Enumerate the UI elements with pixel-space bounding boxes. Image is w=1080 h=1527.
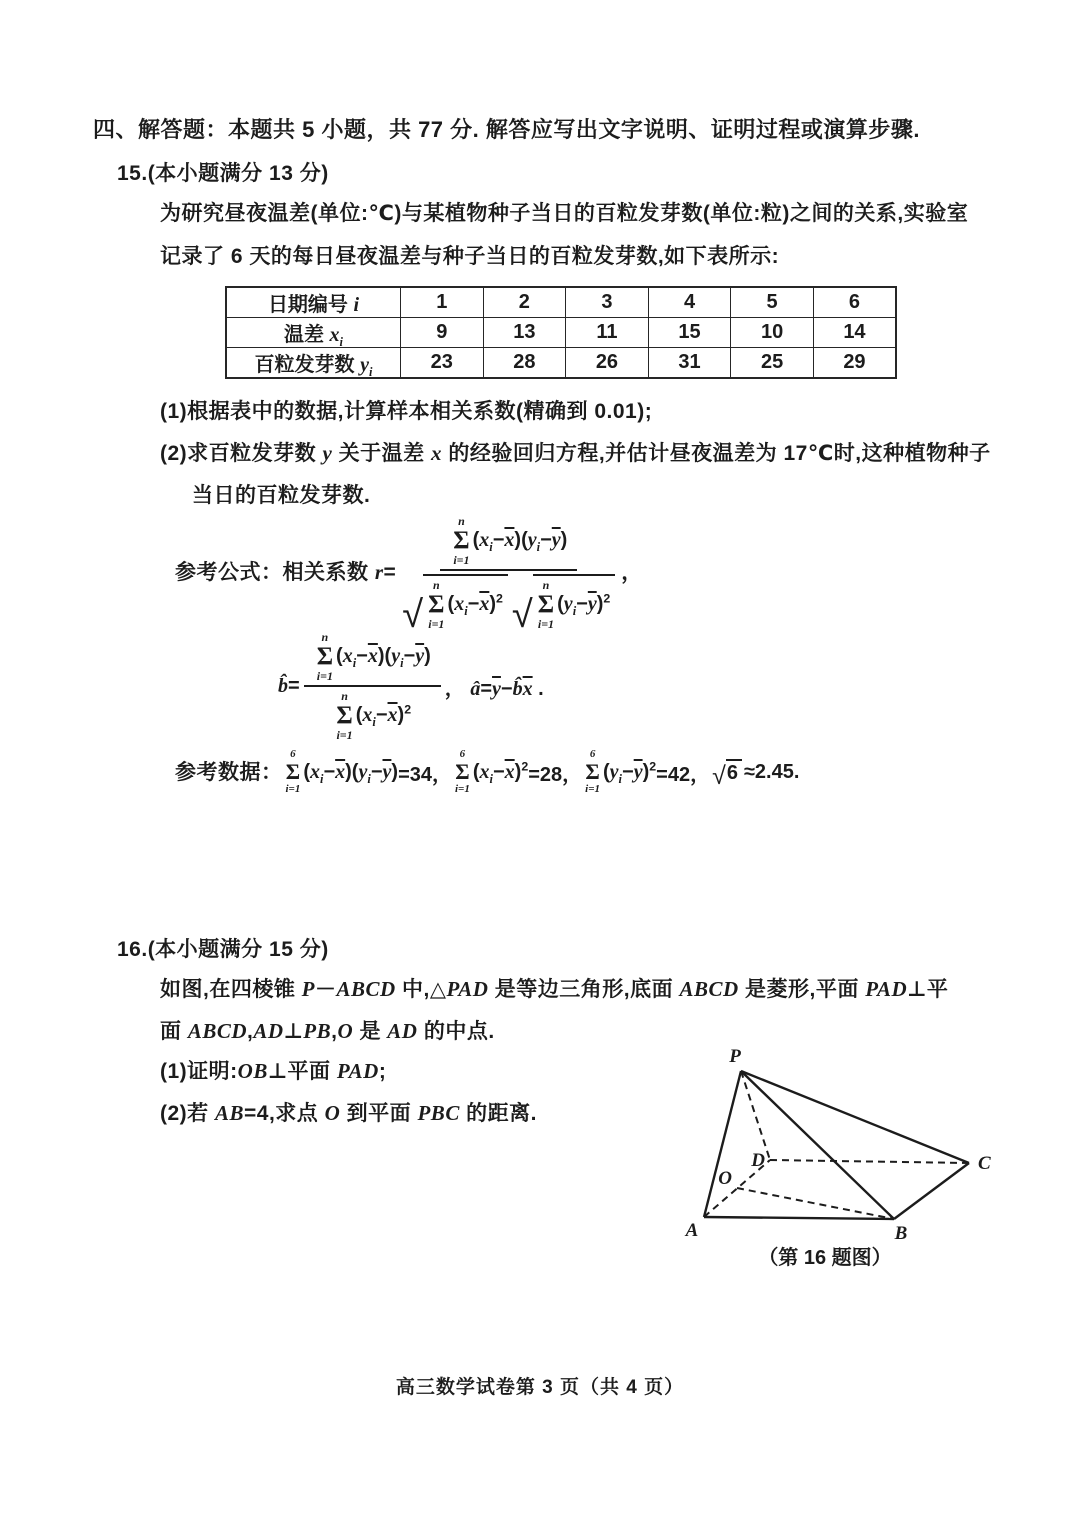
- math-term: $(x_i-\overline{x})(y_i-\overline{y})$: [472, 528, 568, 554]
- row-header-temp: 温差 $x_i$: [226, 318, 401, 348]
- radicand: 6: [726, 759, 742, 785]
- numerator: [440, 515, 577, 571]
- q15-reference-data: [175, 744, 799, 800]
- sum-upper-limit: n: [458, 513, 465, 528]
- table-cell: 4: [648, 287, 731, 318]
- q15-formula-b: [278, 632, 544, 740]
- edge-BC: [894, 1163, 969, 1219]
- table-cell: 1: [401, 287, 484, 318]
- math-term: $(y_i-\overline{y})^2$: [557, 590, 611, 618]
- sigma: Σ: [453, 526, 470, 554]
- equals-value: =42，: [656, 763, 711, 786]
- sum-lower-limit: i=1: [453, 552, 470, 567]
- math-term: $(x_i-\overline{x})^2$: [472, 758, 529, 786]
- math-term: $(x_i-\overline{x})^2$: [355, 702, 412, 729]
- approx-value: ≈2.45.: [743, 760, 800, 783]
- table-cell: 11: [566, 318, 649, 348]
- fraction: [400, 513, 617, 637]
- q15-data-table: [225, 286, 897, 379]
- vertex-label-P: P: [729, 1046, 741, 1067]
- table-cell: 29: [813, 348, 896, 379]
- vertex-label-A: A: [685, 1220, 699, 1241]
- table-cell: 31: [648, 348, 731, 379]
- q15-data-table-wrap: [225, 286, 897, 379]
- sqrt: [402, 574, 508, 637]
- table-cell: 9: [401, 318, 484, 348]
- table-cell: 28: [483, 348, 566, 379]
- denominator: [333, 687, 411, 741]
- table-cell: 2: [483, 287, 566, 318]
- edge-PB: [741, 1071, 894, 1219]
- table-cell: 13: [483, 318, 566, 348]
- table-cell: 3: [566, 287, 649, 318]
- math-term: $(x_i-\overline{x})(y_i-\overline{y})$: [303, 760, 399, 786]
- formula-label: 参考公式：: [175, 560, 283, 584]
- q16-heading: 16.(本小题满分 15 分): [117, 938, 329, 961]
- vertex-label-O: O: [718, 1168, 732, 1189]
- q15-formula-r: [175, 513, 643, 637]
- section-title: 四、解答题：本题共 5 小题，共 77 分. 解答应写出文字说明、证明过程或演算步骤.: [93, 117, 920, 142]
- q15-part2-line2: 当日的百粒发芽数.: [192, 484, 371, 507]
- table-row-day: [226, 287, 896, 318]
- q16-figure-wrap: [680, 1040, 1020, 1260]
- sum-operator: n Σ i=1: [428, 577, 445, 631]
- table-cell: 14: [813, 318, 896, 348]
- q16-intro-line1: 如图,在四棱锥 P－ABCD 中,△PAD 是等边三角形,底面 ABCD 是菱形,平面 PAD⊥平: [160, 977, 949, 1001]
- table-row-germination: [226, 348, 896, 379]
- sum-operator: 6 Σ i=1: [585, 748, 600, 795]
- table-cell: 15: [648, 318, 731, 348]
- vertex-label-D: D: [751, 1150, 765, 1171]
- sum-operator: n Σ i=1: [316, 630, 334, 683]
- b-hat-prefix: b̂=: [278, 674, 300, 697]
- radical-sign: √: [712, 761, 726, 790]
- a-hat-formula: ， $â=\overline{y}-b̂\overline{x}$ .: [444, 677, 544, 700]
- row-header-day: 日期编号 i: [226, 287, 401, 318]
- q16-figure: [680, 1040, 1020, 1255]
- q16-part1: (1)证明:OB⊥平面 PAD;: [160, 1059, 387, 1083]
- radicand: [533, 574, 616, 630]
- denominator: [400, 571, 617, 637]
- sum-operator: 6 Σ i=1: [455, 748, 470, 795]
- radical-sign: √: [511, 594, 533, 637]
- sum-operator: [453, 515, 469, 566]
- edge-PA: [704, 1071, 741, 1217]
- q15-part2-line1: (2)求百粒发芽数 y 关于温差 x 的经验回归方程,并估计昼夜温差为 17℃时,这种植物种子: [160, 441, 991, 465]
- sqrt: [712, 759, 742, 790]
- equals-value: =34，: [398, 763, 452, 786]
- page-footer: 高三数学试卷第 3 页（共 4 页）: [395, 1377, 685, 1398]
- radical-sign: √: [402, 594, 424, 637]
- sum-operator: 6 Σ i=1: [285, 748, 301, 795]
- table-cell: 23: [401, 348, 484, 379]
- numerator: [304, 631, 441, 687]
- q15-intro-line2: 记录了 6 天的每日昼夜温差与种子当日的百粒发芽数,如下表所示:: [160, 245, 780, 268]
- r-prefix: 相关系数 r=: [282, 559, 397, 584]
- q15-part1: (1)根据表中的数据,计算样本相关系数(精确到 0.01);: [160, 400, 653, 423]
- sum-operator: n Σ i=1: [336, 689, 353, 742]
- fraction: [304, 631, 441, 741]
- vertex-label-C: C: [978, 1153, 991, 1174]
- q16-figure-caption: （第 16 题图）: [758, 1247, 892, 1269]
- math-term: $(x_i-\overline{x})(y_i-\overline{y})$: [336, 645, 431, 670]
- math-term: $(x_i-\overline{x})^2$: [447, 590, 503, 618]
- table-row-temp: [226, 318, 896, 348]
- vertex-label-B: B: [894, 1223, 908, 1244]
- table-cell: 6: [813, 287, 896, 318]
- math-term: $(y_i-\overline{y})^2$: [602, 758, 657, 786]
- radicand: [423, 574, 508, 630]
- table-cell: 5: [731, 287, 814, 318]
- equals-value: =28，: [528, 763, 583, 786]
- edge-PC: [741, 1071, 969, 1163]
- q15-intro-line1: 为研究昼夜温差(单位:℃)与某植物种子当日的百粒发芽数(单位:粒)之间的关系,实验室: [160, 202, 969, 225]
- sum-operator: n Σ i=1: [537, 577, 555, 631]
- edge-OB: [737, 1188, 894, 1219]
- q16-intro-line2: 面 ABCD,AD⊥PB,O 是 AD 的中点.: [160, 1019, 495, 1043]
- table-cell: 10: [731, 318, 814, 348]
- edge-AB: [704, 1217, 894, 1219]
- sqrt: [511, 574, 615, 637]
- trailing-comma: ，: [621, 560, 643, 584]
- table-cell: 26: [566, 348, 649, 379]
- q15-heading: 15.(本小题满分 13 分): [117, 162, 329, 185]
- table-cell: 25: [731, 348, 814, 379]
- data-label: 参考数据：: [175, 760, 283, 784]
- row-header-germination: 百粒发芽数 $y_i$: [226, 348, 401, 379]
- q16-part2: (2)若 AB=4,求点 O 到平面 PBC 的距离.: [160, 1101, 537, 1125]
- edge-DC: [770, 1160, 969, 1163]
